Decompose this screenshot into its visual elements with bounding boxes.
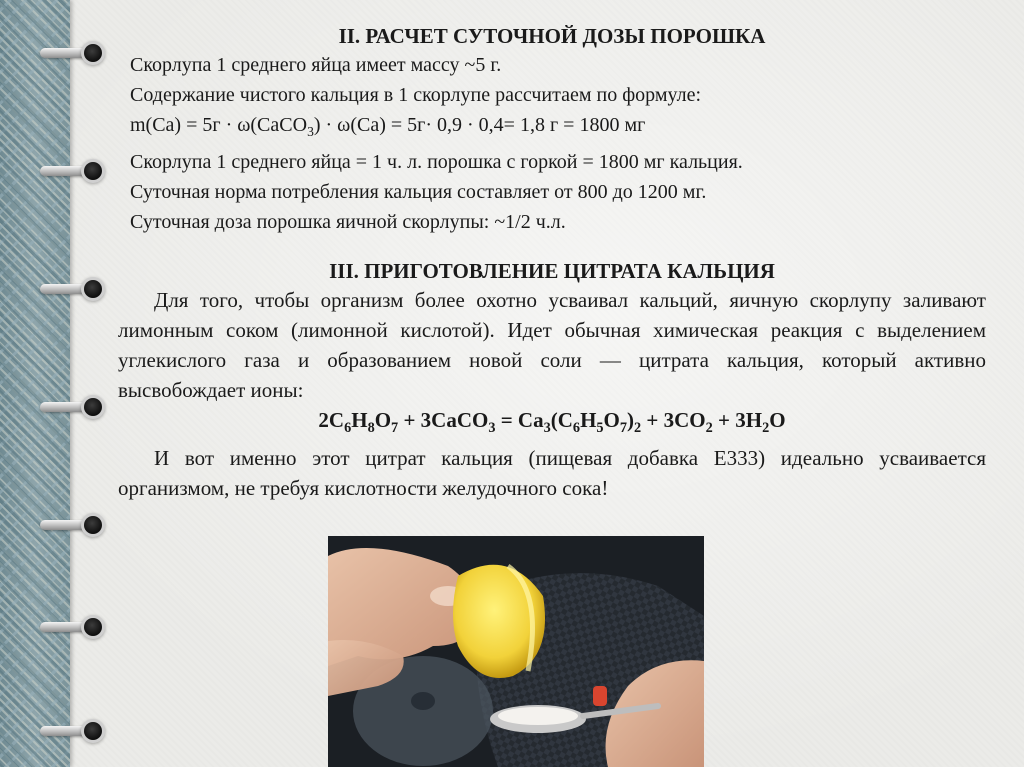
text-line: Скорлупа 1 среднего яйца = 1 ч. л. порошка с горкой = 1800 мг кальция. [130,151,743,173]
binder-ring [40,720,104,742]
binder-ring [40,160,104,182]
section2-title: II. РАСЧЕТ СУТОЧНОЙ ДОЗЫ ПОРОШКА [338,24,766,48]
chemical-equation: $2C_6H_8O_7$ + 3CaCO$_3$ = $Ca_3(C_6H_5O_7)_2 + 3CO_2 + 3H_2O$ [318,408,786,437]
section3-title: III. ПРИГОТОВЛЕНИЕ ЦИТРАТА КАЛЬЦИЯ [329,259,775,283]
binder-ring [40,278,104,300]
paragraph: Для того, чтобы организм более охотно усваивал кальций, яичную скорлупу заливают лимонным соком (лимонной кислотой). Идет обычная химическая реакция с выделением углекислого газа и образованием новой соли ― цитрата кальция, который активно высвобождает ионы: [118,288,986,402]
binder-ring [40,616,104,638]
lemon-squeeze-photo [328,536,704,767]
text-line: Скорлупа 1 среднего яйца имеет массу ~5 г. [130,54,502,76]
binder-ring [40,396,104,418]
text-line: Содержание чистого кальция в 1 скорлупе рассчитаем по формуле: [130,84,702,106]
formula-line: m(Ca) = 5г · ω(CaCO$_3$) · ω(Ca) = 5г· 0,9 · 0,4= 1,8 г = 1800 мг [130,114,646,139]
text-line: Суточная доза порошка яичной скорлупы: ~1/2 ч.л. [130,211,566,233]
binder-rings [40,0,110,767]
paragraph: И вот именно этот цитрат кальция (пищевая добавка Е333) идеально усваивается организмом, не требуя кислотности желудочного сока! [118,446,986,501]
slide-content [118,22,986,503]
binder-ring [40,42,104,64]
text-line: Суточная норма потребления кальция составляет от 800 до 1200 мг. [130,181,707,203]
binder-ring [40,514,104,536]
photo-illustration [328,536,704,767]
